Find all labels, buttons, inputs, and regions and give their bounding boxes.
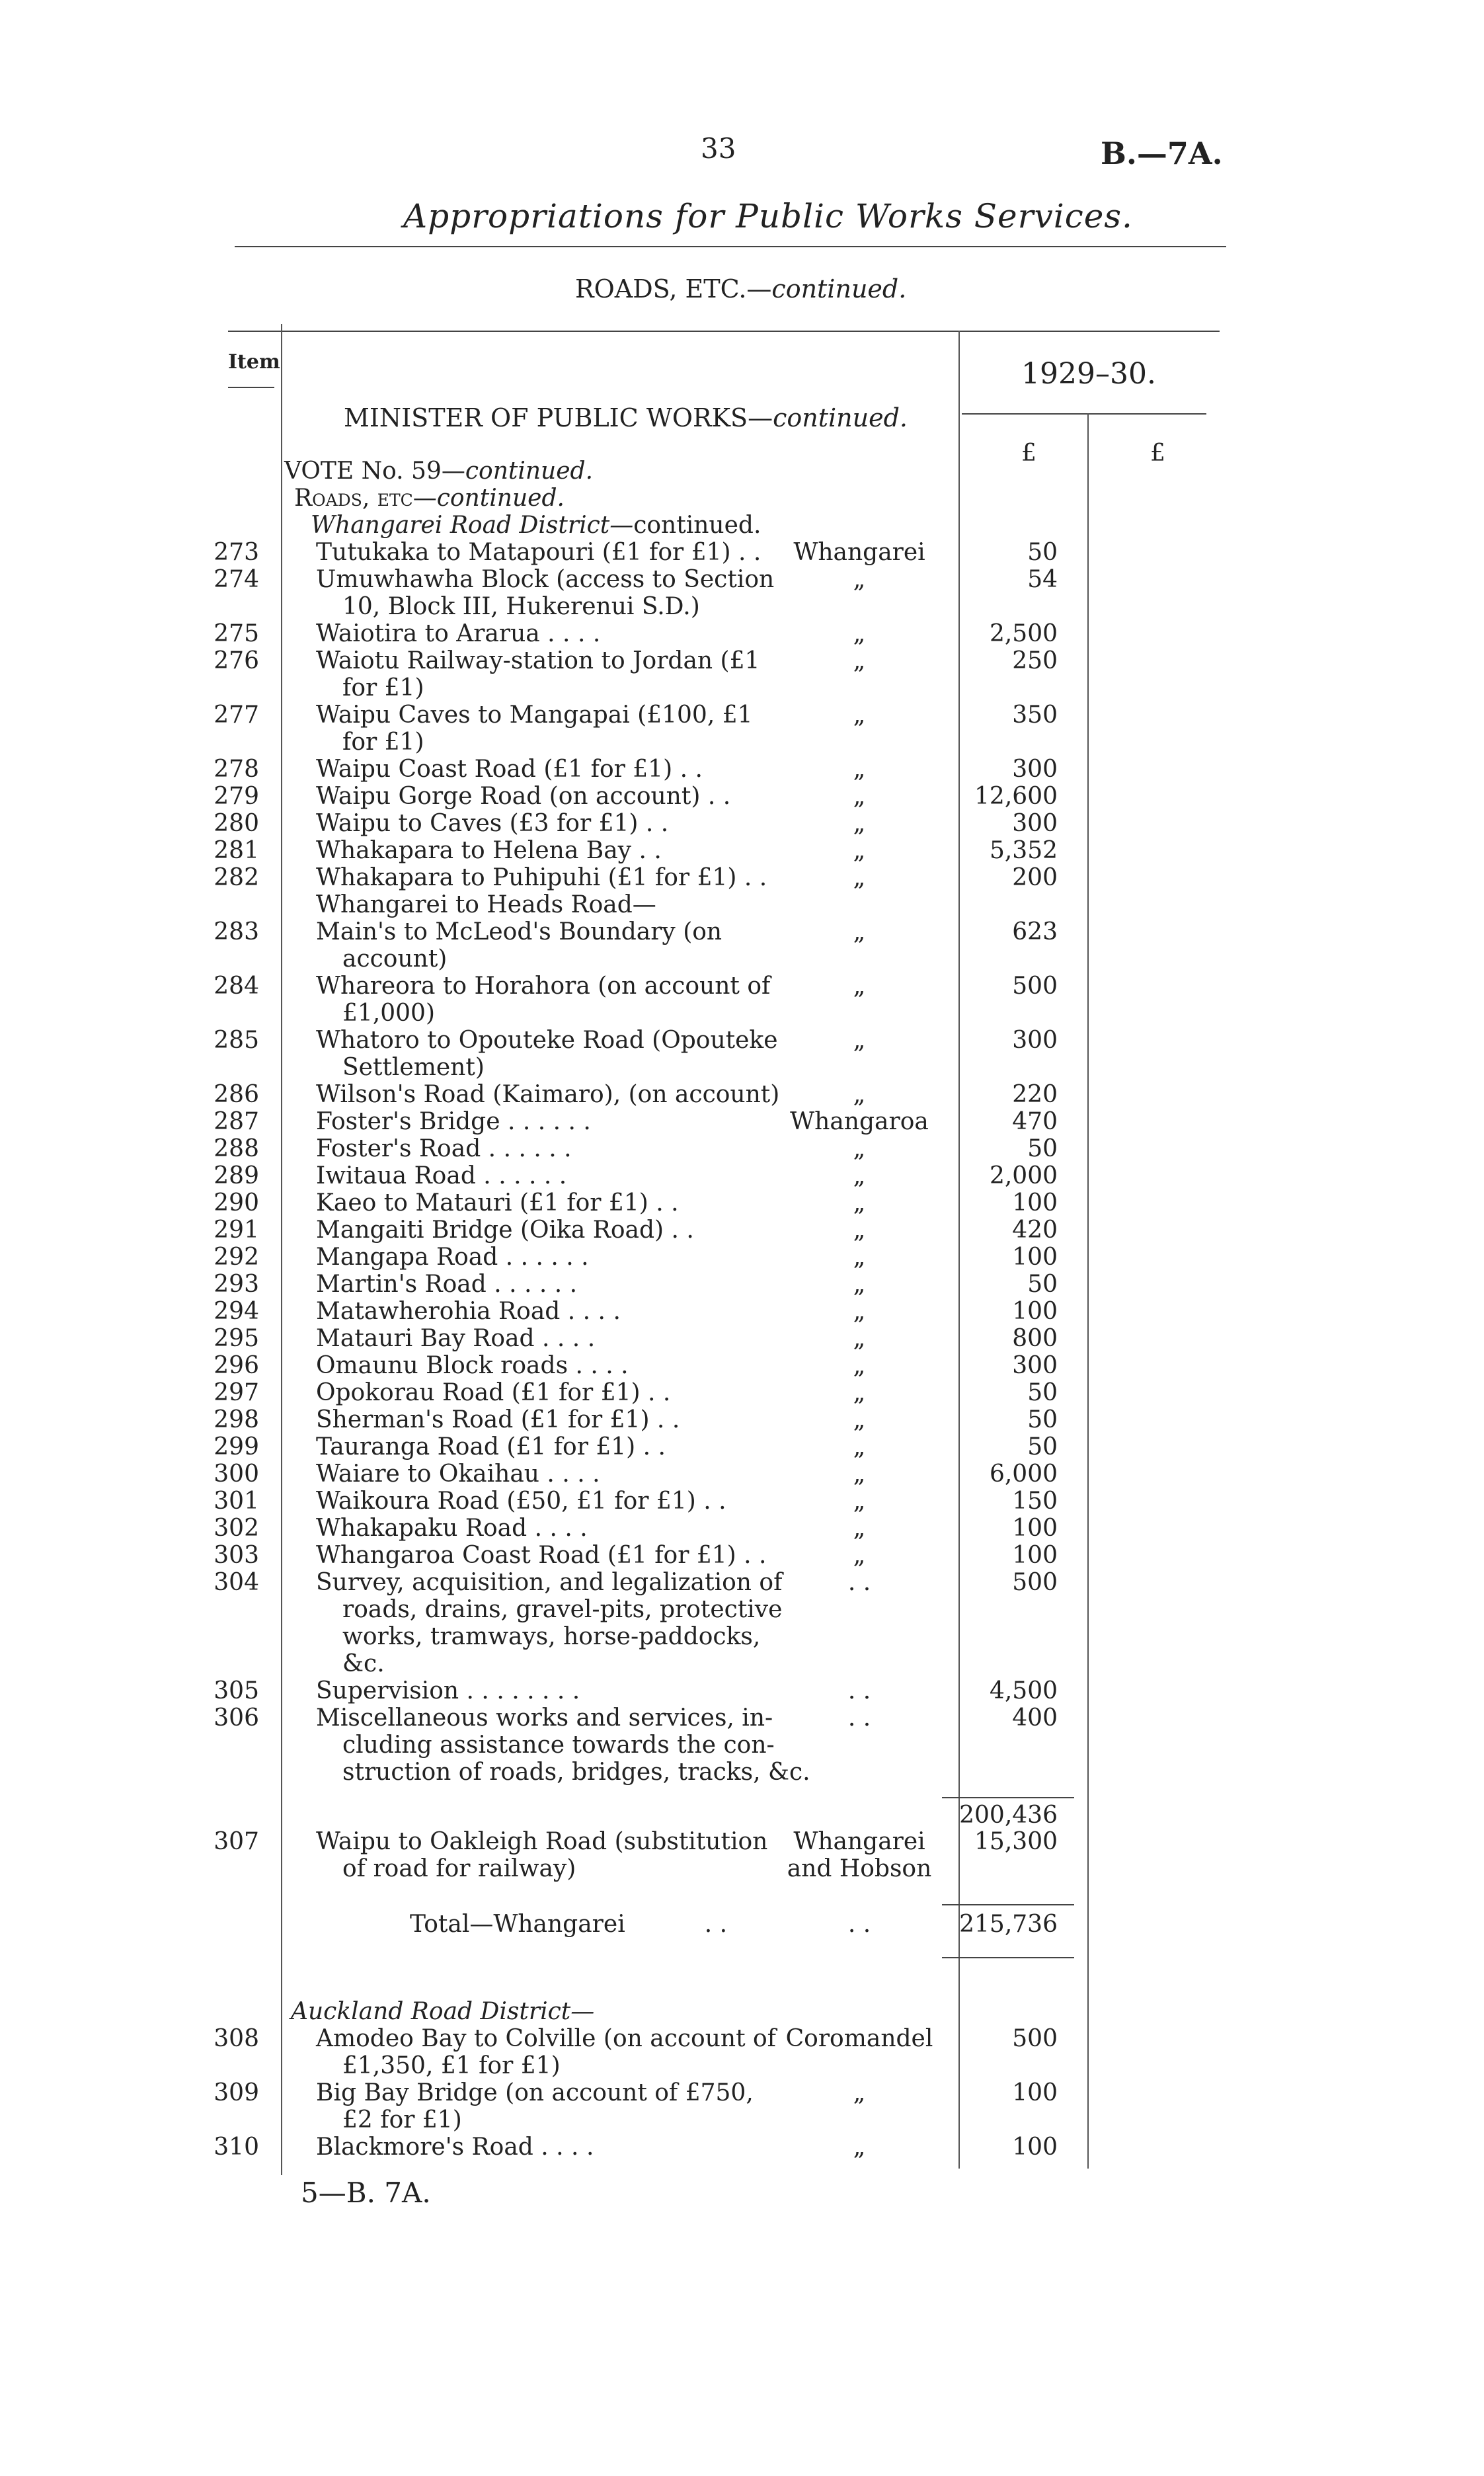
item-amount: 400 bbox=[1012, 1704, 1058, 1732]
total-district-dots: . . bbox=[847, 1911, 871, 1938]
item-description: Waiotira to Ararua . . . . bbox=[316, 620, 601, 647]
item-description: Matauri Bay Road . . . . bbox=[316, 1325, 596, 1352]
item-number: 306 bbox=[214, 1704, 259, 1732]
item-amount: 50 bbox=[1027, 539, 1058, 566]
item-description: Whakapara to Puhipuhi (£1 for £1) . . bbox=[316, 864, 767, 891]
item-description: Mangapa Road . . . . . . bbox=[316, 1244, 589, 1271]
item-description: Whangarei to Heads Road— bbox=[316, 891, 656, 918]
item-district: „ bbox=[853, 1352, 866, 1379]
item-number: 281 bbox=[214, 837, 259, 864]
item-description: Whakapaku Road . . . . bbox=[316, 1515, 588, 1542]
item-amount: 300 bbox=[1012, 810, 1058, 837]
item-district: „ bbox=[853, 1189, 866, 1217]
item-district: „ bbox=[853, 783, 866, 810]
item-amount: 50 bbox=[1027, 1379, 1058, 1406]
item-description: Miscellaneous works and services, in- cluding assistance towards the con- struction of roads, bridges, tracks, &c. bbox=[316, 1704, 810, 1786]
item-district: „ bbox=[853, 1162, 866, 1189]
item-number: 289 bbox=[214, 1162, 259, 1189]
item-district: Whangarei bbox=[793, 539, 925, 566]
item-amount: 250 bbox=[1012, 647, 1058, 674]
item-number: 282 bbox=[214, 864, 259, 891]
item-amount: 623 bbox=[1012, 918, 1058, 945]
item-number: 287 bbox=[214, 1108, 259, 1135]
item-description: Whatoro to Opouteke Road (Opouteke Settlement) bbox=[316, 1027, 778, 1081]
item-amount: 470 bbox=[1012, 1108, 1058, 1135]
item-district: „ bbox=[853, 918, 866, 945]
item-district: „ bbox=[853, 1081, 866, 1108]
page-title: Appropriations for Public Works Services. bbox=[403, 197, 1133, 235]
item-description: Supervision . . . . . . . . bbox=[316, 1677, 580, 1704]
item-description: Big Bay Bridge (on account of £750, £2 for £1) bbox=[316, 2079, 754, 2134]
item-number: 286 bbox=[214, 1081, 259, 1108]
item-amount: 800 bbox=[1012, 1325, 1058, 1352]
item-description: Martin's Road . . . . . . bbox=[316, 1271, 578, 1298]
item-district: „ bbox=[853, 1217, 866, 1244]
item-description: Kaeo to Matauri (£1 for £1) . . bbox=[316, 1189, 679, 1217]
item-district: . . bbox=[847, 1677, 871, 1704]
item-description: Mangaiti Bridge (Oika Road) . . bbox=[316, 1217, 694, 1244]
item-number: 280 bbox=[214, 810, 259, 837]
item-number: 308 bbox=[214, 2025, 259, 2052]
total-bottom-rule bbox=[942, 1957, 1074, 1958]
item-amount: 2,000 bbox=[989, 1162, 1058, 1189]
item-amount: 150 bbox=[1012, 1488, 1058, 1515]
item-description: Amodeo Bay to Colville (on account of £1,350, £1 for £1) bbox=[316, 2025, 777, 2079]
title-rule bbox=[235, 246, 1226, 247]
item-amount: 50 bbox=[1027, 1433, 1058, 1460]
item-number: 300 bbox=[214, 1460, 259, 1488]
item-description: Waipu Coast Road (£1 for £1) . . bbox=[316, 756, 703, 783]
document-reference: B.—7A. bbox=[1101, 136, 1223, 171]
item-description: Waiotu Railway-station to Jordan (£1 for £1) bbox=[316, 647, 760, 701]
item-number: 305 bbox=[214, 1677, 259, 1704]
item-district: „ bbox=[853, 1460, 866, 1488]
item-amount: 4,500 bbox=[989, 1677, 1058, 1704]
item-number: 273 bbox=[214, 539, 259, 566]
item-description: Waipu to Oakleigh Road (substitution of road for railway) bbox=[316, 1828, 768, 1882]
item-column-header: Item bbox=[228, 350, 280, 374]
item-district: „ bbox=[853, 1244, 866, 1271]
item-number: 276 bbox=[214, 647, 259, 674]
item-amount: 5,352 bbox=[989, 837, 1058, 864]
item-number: 277 bbox=[214, 701, 259, 729]
item-number: 309 bbox=[214, 2079, 259, 2106]
currency-symbol-2: £ bbox=[1150, 440, 1165, 467]
item-district: „ bbox=[853, 1325, 866, 1352]
item-district: . . bbox=[847, 1704, 871, 1732]
item-number: 291 bbox=[214, 1217, 259, 1244]
item-amount: 100 bbox=[1012, 2134, 1058, 2161]
item-district: „ bbox=[853, 566, 866, 593]
vote-heading: VOTE No. 59—continued. bbox=[284, 458, 594, 485]
item-district: „ bbox=[853, 810, 866, 837]
item-description: Waipu Gorge Road (on account) . . bbox=[316, 783, 731, 810]
item-amount: 350 bbox=[1012, 701, 1058, 729]
item-district: „ bbox=[853, 1027, 866, 1054]
currency-symbol-1: £ bbox=[1021, 440, 1036, 467]
item-amount: 54 bbox=[1027, 566, 1058, 593]
item-number: 274 bbox=[214, 566, 259, 593]
item-amount: 12,600 bbox=[974, 783, 1058, 810]
item-district: „ bbox=[853, 837, 866, 864]
roads-heading: Roads, etc—continued. bbox=[294, 485, 565, 512]
item-district: „ bbox=[853, 1433, 866, 1460]
item-description: Main's to McLeod's Boundary (on account) bbox=[316, 918, 722, 973]
item-number: 278 bbox=[214, 756, 259, 783]
column-divider-amount bbox=[1087, 413, 1089, 2169]
item-amount: 300 bbox=[1012, 1352, 1058, 1379]
item-number: 297 bbox=[214, 1379, 259, 1406]
item-amount: 300 bbox=[1012, 1027, 1058, 1054]
item-description: Iwitaua Road . . . . . . bbox=[316, 1162, 567, 1189]
item-number: 294 bbox=[214, 1298, 259, 1325]
item-amount: 200 bbox=[1012, 864, 1058, 891]
item-amount: 50 bbox=[1027, 1271, 1058, 1298]
item-amount: 420 bbox=[1012, 1217, 1058, 1244]
item-description: Waipu Caves to Mangapai (£100, £1 for £1) bbox=[316, 701, 753, 756]
column-divider-item bbox=[281, 324, 282, 2175]
item-description: Tauranga Road (£1 for £1) . . bbox=[316, 1433, 666, 1460]
minister-heading: MINISTER OF PUBLIC WORKS—continued. bbox=[344, 403, 908, 432]
item-amount: 6,000 bbox=[989, 1460, 1058, 1488]
item-number: 310 bbox=[214, 2134, 259, 2161]
item-description: Sherman's Road (£1 for £1) . . bbox=[316, 1406, 680, 1433]
item-number: 292 bbox=[214, 1244, 259, 1271]
item-amount: 100 bbox=[1012, 1244, 1058, 1271]
item-district: „ bbox=[853, 1488, 866, 1515]
item-district: „ bbox=[853, 1379, 866, 1406]
item-district: „ bbox=[853, 620, 866, 647]
item-number: 304 bbox=[214, 1569, 259, 1596]
item-district: „ bbox=[853, 1515, 866, 1542]
item-amount: 300 bbox=[1012, 756, 1058, 783]
item-district: Whangarei and Hobson bbox=[787, 1828, 932, 1882]
item-number: 296 bbox=[214, 1352, 259, 1379]
item-description: Whakapara to Helena Bay . . bbox=[316, 837, 662, 864]
item-amount: 500 bbox=[1012, 1569, 1058, 1596]
item-amount: 2,500 bbox=[989, 620, 1058, 647]
item-amount: 100 bbox=[1012, 1298, 1058, 1325]
item-description: Omaunu Block roads . . . . bbox=[316, 1352, 629, 1379]
section-title: ROADS, ETC.—continued. bbox=[575, 274, 907, 303]
item-amount: 220 bbox=[1012, 1081, 1058, 1108]
item-amount: 50 bbox=[1027, 1135, 1058, 1162]
item-description: Wilson's Road (Kaimaro), (on account) bbox=[316, 1081, 780, 1108]
item-number: 283 bbox=[214, 918, 259, 945]
item-amount: 100 bbox=[1012, 1515, 1058, 1542]
item-district: „ bbox=[853, 864, 866, 891]
item-description: Whangaroa Coast Road (£1 for £1) . . bbox=[316, 1542, 767, 1569]
item-number: 293 bbox=[214, 1271, 259, 1298]
item-district: . . bbox=[847, 1569, 871, 1596]
item-amount: 15,300 bbox=[974, 1828, 1058, 1855]
item-number: 288 bbox=[214, 1135, 259, 1162]
item-district: Whangaroa bbox=[790, 1108, 929, 1135]
item-number: 290 bbox=[214, 1189, 259, 1217]
item-number: 307 bbox=[214, 1828, 259, 1855]
item-district: „ bbox=[853, 756, 866, 783]
item-number: 275 bbox=[214, 620, 259, 647]
item-district: „ bbox=[853, 701, 866, 729]
item-description: Waipu to Caves (£3 for £1) . . bbox=[316, 810, 669, 837]
item-district: „ bbox=[853, 1406, 866, 1433]
item-number: 299 bbox=[214, 1433, 259, 1460]
table-top-rule bbox=[228, 331, 1220, 332]
district-heading: Whangarei Road District—continued. bbox=[311, 512, 762, 539]
subtotal-rule bbox=[942, 1797, 1074, 1798]
item-amount: 50 bbox=[1027, 1406, 1058, 1433]
item-description: Foster's Road . . . . . . bbox=[316, 1135, 572, 1162]
item-description: Whareora to Horahora (on account of £1,000) bbox=[316, 973, 771, 1027]
item-description: Tutukaka to Matapouri (£1 for £1) . . bbox=[316, 539, 762, 566]
item-amount: 100 bbox=[1012, 2079, 1058, 2106]
item-district: „ bbox=[853, 2079, 866, 2106]
year-column-header: 1929–30. bbox=[1021, 357, 1156, 391]
item-number: 295 bbox=[214, 1325, 259, 1352]
item-district: „ bbox=[853, 1542, 866, 1569]
item-description: Umuwhawha Block (access to Section 10, Block III, Hukerenui S.D.) bbox=[316, 566, 775, 620]
total-top-rule bbox=[942, 1904, 1074, 1905]
item-amount: 100 bbox=[1012, 1542, 1058, 1569]
subtotal-amount: 200,436 bbox=[959, 1802, 1058, 1829]
item-district: „ bbox=[853, 1135, 866, 1162]
item-number: 284 bbox=[214, 973, 259, 1000]
item-description: Waiare to Okaihau . . . . bbox=[316, 1460, 600, 1488]
item-description: Matawherohia Road . . . . bbox=[316, 1298, 621, 1325]
item-district: „ bbox=[853, 1298, 866, 1325]
item-description: Waikoura Road (£50, £1 for £1) . . bbox=[316, 1488, 726, 1515]
item-description: Opokorau Road (£1 for £1) . . bbox=[316, 1379, 671, 1406]
item-district: „ bbox=[853, 973, 866, 1000]
item-amount: 500 bbox=[1012, 973, 1058, 1000]
item-amount: 100 bbox=[1012, 1189, 1058, 1217]
year-header-rule bbox=[962, 413, 1206, 415]
item-number: 302 bbox=[214, 1515, 259, 1542]
item-district: „ bbox=[853, 1271, 866, 1298]
item-number: 301 bbox=[214, 1488, 259, 1515]
total-label: Total—Whangarei . . bbox=[410, 1911, 728, 1938]
item-number: 298 bbox=[214, 1406, 259, 1433]
item-description: Blackmore's Road . . . . bbox=[316, 2134, 594, 2161]
item-district: „ bbox=[853, 647, 866, 674]
item-district: „ bbox=[853, 2134, 866, 2161]
item-number: 279 bbox=[214, 783, 259, 810]
item-district: Coromandel bbox=[785, 2025, 933, 2052]
item-amount: 500 bbox=[1012, 2025, 1058, 2052]
total-amount: 215,736 bbox=[959, 1911, 1058, 1938]
page-footer: 5—B. 7A. bbox=[301, 2176, 431, 2209]
item-number: 303 bbox=[214, 1542, 259, 1569]
item-header-rule bbox=[228, 387, 274, 388]
auckland-district-heading: Auckland Road District— bbox=[291, 1998, 595, 2025]
item-description: Survey, acquisition, and legalization of roads, drains, gravel-pits, protective works, tramways, horse-paddocks, &c. bbox=[316, 1569, 783, 1677]
item-number: 285 bbox=[214, 1027, 259, 1054]
page-number: 33 bbox=[701, 132, 736, 165]
item-description: Foster's Bridge . . . . . . bbox=[316, 1108, 591, 1135]
